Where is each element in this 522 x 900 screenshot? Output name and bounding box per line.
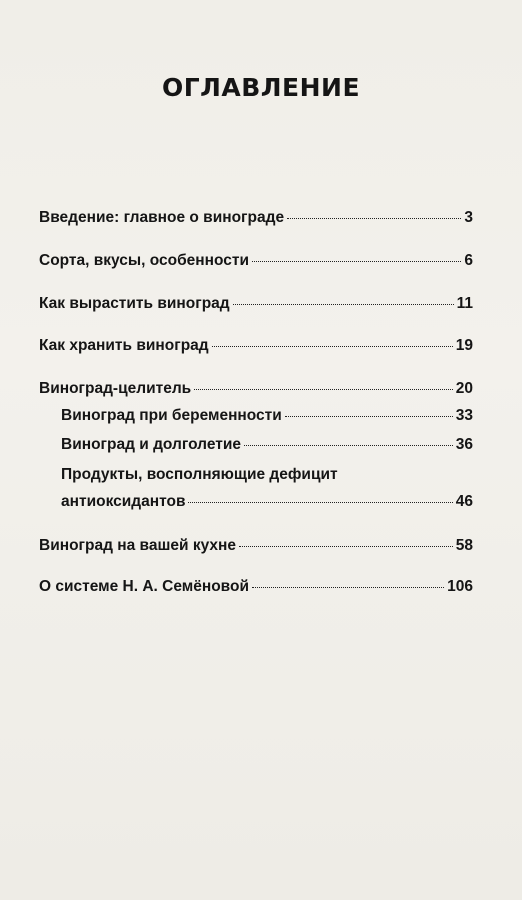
- dot-leader: [212, 346, 453, 347]
- toc-entry-page: 20: [455, 380, 473, 397]
- toc-entry-pregnancy[interactable]: [61, 406, 473, 426]
- toc-entry-antioxidants[interactable]: [61, 465, 473, 512]
- table-of-contents: [39, 0, 473, 900]
- toc-entry-page: 3: [464, 209, 473, 226]
- dot-leader: [188, 502, 452, 503]
- toc-entry-page: 33: [455, 407, 473, 424]
- dot-leader: [233, 304, 454, 305]
- toc-entry-title: Как хранить виноград: [39, 337, 209, 354]
- toc-entry-title: Введение: главное о винограде: [39, 209, 285, 226]
- toc-entry-page: 6: [464, 252, 473, 269]
- toc-entry-page: 36: [455, 436, 473, 453]
- dot-leader: [244, 445, 453, 446]
- toc-entry-healer[interactable]: [39, 379, 473, 399]
- toc-entry-storing[interactable]: [39, 336, 473, 356]
- toc-entry-title-line1: Продукты, восполняющие дефицит: [61, 466, 338, 483]
- toc-entry-title: Виноград при беременности: [61, 407, 282, 424]
- toc-entry-page: 11: [456, 295, 473, 312]
- dot-leader: [252, 587, 444, 588]
- toc-entry-title: О системе Н. А. Семёновой: [39, 578, 249, 595]
- toc-entry-title: Виноград на вашей кухне: [39, 537, 237, 554]
- dot-leader: [252, 261, 461, 262]
- toc-entry-page: 46: [455, 493, 473, 510]
- toc-entry-page: 19: [455, 337, 473, 354]
- page-title: ОГЛАВЛЕНИЕ: [161, 73, 361, 102]
- toc-entry-kitchen[interactable]: [39, 536, 473, 556]
- toc-entry-growing[interactable]: [39, 294, 473, 314]
- toc-entry-title: Сорта, вкусы, особенности: [39, 252, 250, 269]
- dot-leader: [239, 546, 453, 547]
- toc-entry-title: Как вырастить виноград: [39, 295, 230, 312]
- toc-entry-introduction[interactable]: [39, 208, 473, 228]
- toc-entry-title: антиоксидантов: [61, 493, 186, 510]
- toc-entry-longevity[interactable]: [61, 435, 473, 455]
- toc-entry-page: 106: [447, 578, 473, 595]
- toc-entry-title: Виноград-целитель: [39, 380, 192, 397]
- dot-leader: [287, 218, 461, 219]
- toc-entry-title: Виноград и долголетие: [61, 436, 241, 453]
- dot-leader: [194, 389, 453, 390]
- toc-entry-system[interactable]: [39, 577, 473, 597]
- toc-entry-varieties[interactable]: [39, 251, 473, 271]
- dot-leader: [285, 416, 453, 417]
- toc-entry-page: 58: [455, 537, 473, 554]
